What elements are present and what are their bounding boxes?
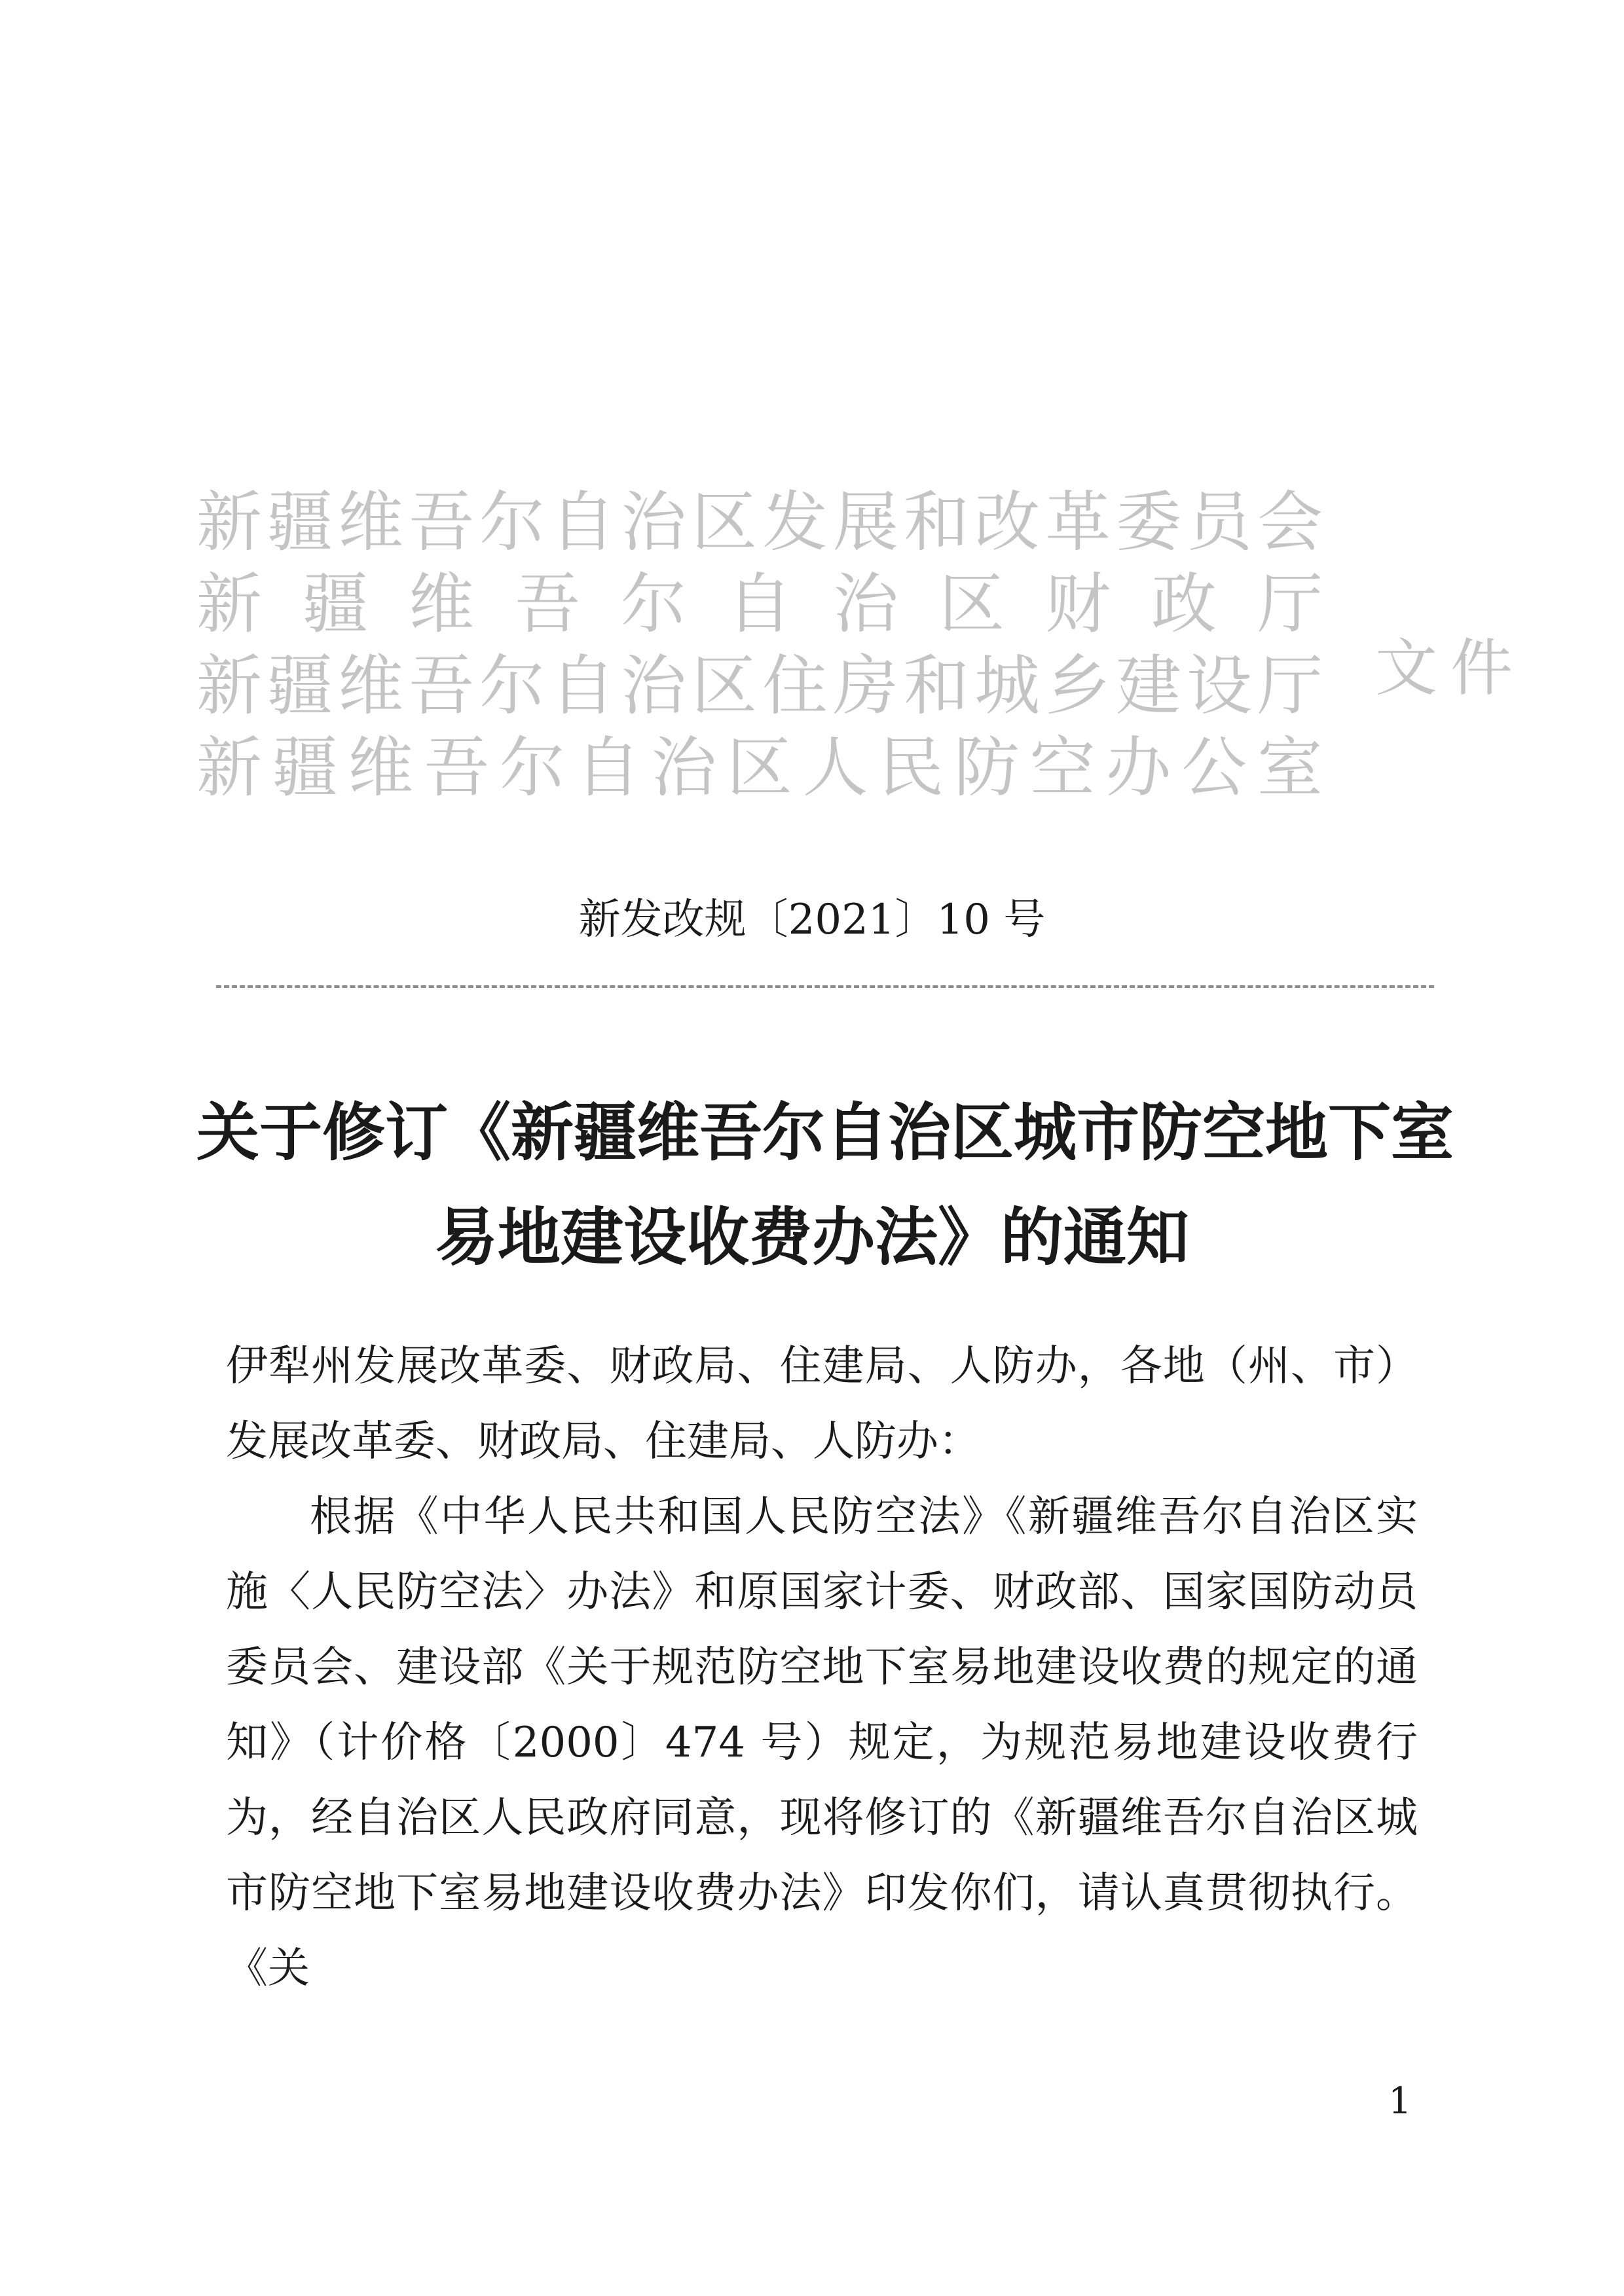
issuer-char: 改 (974, 484, 1040, 560)
issuer-char: 吾 (409, 647, 474, 724)
issuer-char: 和 (904, 484, 969, 560)
issuer-char: 财 (1045, 566, 1111, 642)
issuer-char: 治 (651, 729, 717, 806)
page-number: 1 (1388, 2080, 1412, 2123)
issuer-char: 空 (1029, 729, 1096, 806)
issuer-line-4 (196, 727, 1323, 809)
issuer-char: 尔 (479, 484, 545, 560)
issuer-char: 自 (575, 729, 641, 806)
issuer-char: 治 (621, 484, 686, 560)
issuer-char: 展 (833, 484, 898, 560)
issuer-char: 疆 (272, 729, 338, 806)
issuer-char: 疆 (303, 566, 368, 642)
recipients: 伊犁州发展改革委、财政局、住建局、人防办，各地（州、市）发展改革委、财政局、住建局、人防办： (226, 1342, 1418, 1466)
issuer-char: 区 (692, 647, 757, 724)
issuer-char: 办 (1105, 729, 1172, 806)
issuer-char: 发 (762, 484, 828, 560)
issuer-char: 吾 (424, 729, 490, 806)
issuer-char: 自 (550, 647, 616, 724)
document-body (226, 1329, 1418, 2007)
issuer-char: 新 (196, 566, 262, 642)
issuer-char: 新 (196, 484, 262, 560)
title-line-2: 易地建设收费办法》的通知 (435, 1201, 1189, 1274)
issuer-char: 治 (833, 566, 898, 642)
issuer-char: 吾 (409, 484, 474, 560)
issuer-char: 区 (726, 729, 792, 806)
issuer-char: 公 (1181, 729, 1247, 806)
joint-document-mark: 文件 (1375, 632, 1526, 704)
issuer-char: 建 (1116, 647, 1181, 724)
issuer-line-1 (196, 481, 1323, 563)
issuer-char: 维 (338, 647, 403, 724)
issuer-char: 吾 (515, 566, 580, 642)
issuer-block (196, 481, 1323, 809)
issuer-char: 员 (1187, 484, 1252, 560)
issuer-char: 房 (833, 647, 898, 724)
issuer-char: 城 (974, 647, 1040, 724)
issuer-char: 民 (878, 729, 944, 806)
issuer-char: 维 (348, 729, 414, 806)
issuer-char: 自 (550, 484, 616, 560)
body-paragraph: 根据《中华人民共和国人民防空法》《新疆维吾尔自治区实施〈人民防空法〉办法》和原国家计委、财政部、国家国防动员委员会、建设部《关于规范防空地下室易地建设收费的规定的通知》（计价格〔2000〕474 号）规定，为规范易地建设收费行为，经自治区人民政府同意，现将修订的《新疆维吾尔自治区城市防空地下室易地建设收费办法》印发你们，请认真贯彻执行。《关 (226, 1493, 1418, 1993)
issuer-char: 新 (196, 647, 262, 724)
issuer-char: 人 (802, 729, 868, 806)
issuer-char: 自 (727, 566, 792, 642)
issuer-char: 住 (762, 647, 828, 724)
issuer-char: 防 (954, 729, 1020, 806)
issuer-line-2 (196, 563, 1323, 645)
issuer-char: 室 (1257, 729, 1323, 806)
document-title (196, 1080, 1454, 1290)
issuer-char: 治 (621, 647, 686, 724)
issuer-char: 革 (1045, 484, 1111, 560)
issuer-char: 维 (409, 566, 474, 642)
issuer-char: 区 (939, 566, 1005, 642)
issuer-char: 尔 (499, 729, 565, 806)
issuer-line-3 (196, 645, 1323, 727)
header-divider (216, 985, 1434, 988)
issuer-char: 政 (1151, 566, 1217, 642)
issuer-char: 疆 (267, 647, 333, 724)
issuer-char: 和 (904, 647, 969, 724)
document-number: 新发改规〔2021〕10 号 (578, 896, 1046, 944)
issuer-char: 厅 (1257, 566, 1323, 642)
issuer-char: 乡 (1045, 647, 1111, 724)
issuer-char: 区 (692, 484, 757, 560)
issuer-char: 尔 (479, 647, 545, 724)
title-line-1: 关于修订《新疆维吾尔自治区城市防空地下室 (196, 1096, 1454, 1169)
issuer-char: 新 (196, 729, 262, 806)
issuer-char: 维 (338, 484, 403, 560)
issuer-char: 尔 (621, 566, 686, 642)
issuer-char: 疆 (267, 484, 333, 560)
issuer-char: 委 (1116, 484, 1181, 560)
issuer-char: 厅 (1257, 647, 1323, 724)
issuer-char: 会 (1257, 484, 1323, 560)
issuer-char: 设 (1187, 647, 1252, 724)
